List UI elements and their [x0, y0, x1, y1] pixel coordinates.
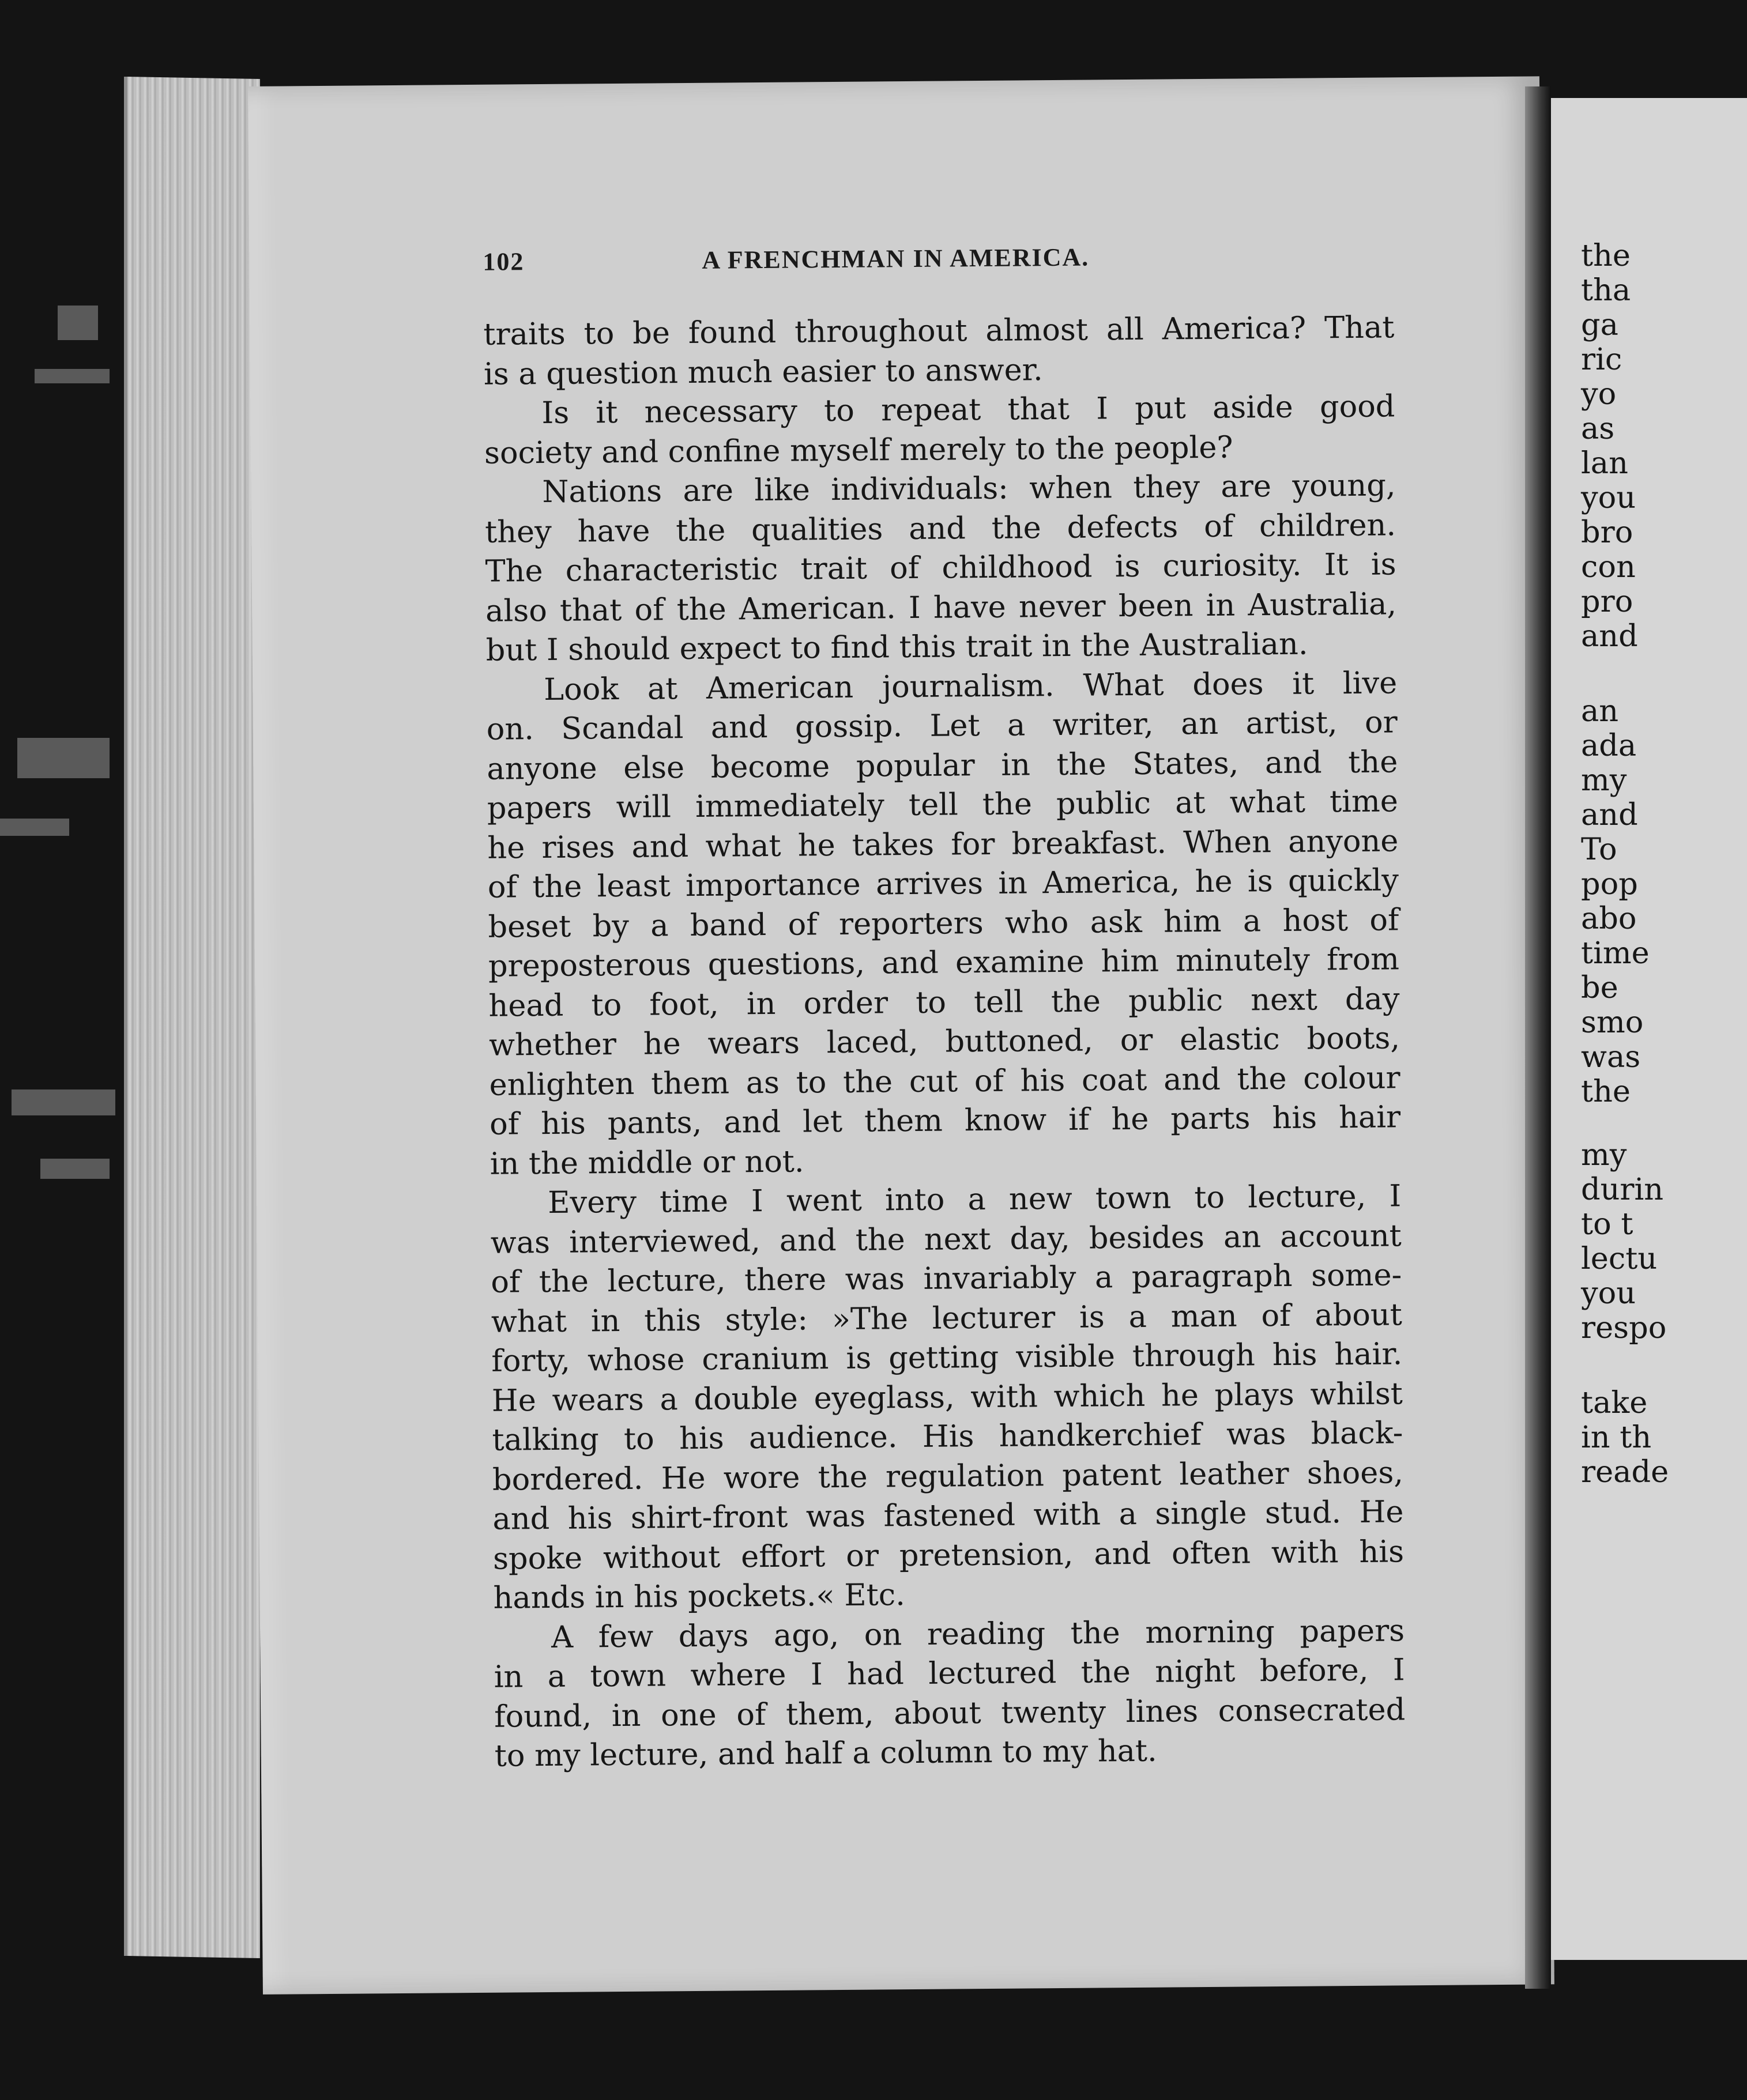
right-page-fragment: the [1581, 1074, 1631, 1109]
right-page-fragment: time [1581, 936, 1650, 971]
running-head [483, 240, 1417, 276]
text-line: of the least importance arrives in America, he is quickly [487, 862, 1399, 905]
right-page-fragment: pro [1581, 584, 1633, 619]
right-page-fragment: ric [1581, 342, 1622, 377]
right-page-fragment: in th [1581, 1420, 1652, 1455]
text-line: talking to his audience. His handkerchief was black- [492, 1415, 1403, 1458]
text-line: preposterous questions, and examine him minutely from [488, 941, 1400, 984]
text-line: and his shirt-front was fastened with a single stud. He [492, 1494, 1404, 1537]
text-line: of his pants, and let them know if he parts his hair [489, 1099, 1401, 1142]
right-page-fragment: an [1581, 693, 1619, 729]
text-line: hands in his pockets.« Etc. [493, 1577, 906, 1616]
text-line: Look at American journalism. What does it live [543, 665, 1398, 707]
right-page-fragment: smo [1581, 1005, 1644, 1040]
right-page-fragment: you [1581, 480, 1636, 515]
text-line: what in this style: »The lecturer is a man of about [491, 1296, 1403, 1340]
right-page-fragment: reade [1581, 1454, 1669, 1490]
text-line: A few days ago, on reading the morning papers [551, 1612, 1405, 1655]
text-line: in a town where I had lectured the night before, I [494, 1652, 1405, 1695]
text-line: to my lecture, and half a column to my hat. [494, 1733, 1157, 1774]
right-page-fragment: to t [1581, 1207, 1633, 1242]
text-line: bordered. He wore the regulation patent leather shoes, [492, 1454, 1404, 1498]
text-line: society and confine myself merely to the people? [484, 429, 1233, 471]
scan-artifact [40, 1159, 110, 1179]
scan-artifact [58, 306, 98, 340]
text-line: spoke without effort or pretension, and often with his [492, 1533, 1405, 1577]
right-page-fragment: ga [1581, 307, 1618, 342]
text-line: whether he wears laced, buttoned, or elastic boots, [488, 1020, 1400, 1063]
text-line: He wears a double eyeglass, with which he plays whilst [491, 1375, 1403, 1419]
text-line: Every time I went into a new town to lecture, I [547, 1178, 1402, 1220]
right-page-fragment: and [1581, 619, 1638, 654]
right-page-fragment: take [1581, 1385, 1648, 1420]
text-line: on. Scandal and gossip. Let a writer, an artist, or [486, 704, 1398, 747]
text-line: they have the qualities and the defects of children. [484, 507, 1396, 550]
text-line: forty, whose cranium is getting visible through his hair. [491, 1336, 1403, 1379]
text-line: also that of the American. I have never been in Australia, [485, 586, 1397, 629]
text-line: is a question much easier to answer. [483, 352, 1043, 392]
text-line: in the middle or not. [490, 1143, 804, 1182]
book-gutter [1525, 86, 1551, 1989]
text-line: was interviewed, and the next day, besides an account [490, 1217, 1402, 1261]
right-page-fragment: was [1581, 1039, 1641, 1074]
right-page-fragment: lan [1581, 446, 1628, 481]
text-line: enlighten them as to the cut of his coat and the colour [489, 1060, 1400, 1103]
right-page-fragment: To [1581, 832, 1617, 867]
text-line: found, in one of them, about twenty lines consecrated [494, 1691, 1406, 1735]
right-page-fragment: bro [1581, 515, 1633, 550]
text-line: head to foot, in order to tell the public next day [488, 981, 1400, 1024]
text-line: beset by a band of reporters who ask him a host of [488, 902, 1399, 945]
text-line: of the lecture, there was invariably a paragraph some- [491, 1257, 1402, 1300]
right-page-fragment: and [1581, 797, 1638, 832]
text-line: papers will immediately tell the public at what time [487, 783, 1399, 826]
right-page-fragment: lectu [1581, 1241, 1658, 1276]
text-line: traits to be found throughout almost all America? That [483, 310, 1395, 352]
scan-artifact [35, 369, 110, 383]
text-line: but I should expect to find this trait in the Australian. [485, 626, 1308, 668]
left-page [248, 76, 1554, 1994]
scan-artifact [0, 819, 69, 836]
text-line: Is it necessary to repeat that I put aside good [541, 389, 1395, 431]
right-page-fragment: pop [1581, 866, 1638, 902]
text-line: Nations are like individuals: when they are young, [542, 467, 1396, 510]
right-page-fragment: abo [1581, 901, 1637, 936]
right-page-fragment: as [1581, 411, 1615, 446]
right-page-fragment: you [1581, 1276, 1636, 1311]
right-page-fragment: my [1581, 1137, 1627, 1172]
right-page-fragment: be [1581, 970, 1618, 1005]
right-page-fragment: ada [1581, 728, 1637, 763]
right-page-fragment: tha [1581, 273, 1631, 308]
scan-artifact [17, 738, 110, 778]
text-line: The characteristic trait of childhood is curiosity. It is [485, 546, 1396, 589]
page-number: 102 [483, 247, 525, 276]
right-page-fragment: respo [1581, 1310, 1667, 1345]
text-line: he rises and what he takes for breakfast. When anyone [487, 823, 1399, 866]
text-line: anyone else become popular in the States, and the [487, 744, 1398, 787]
right-page-fragment: durin [1581, 1172, 1664, 1207]
right-page-partial [1551, 98, 1747, 1960]
right-page-fragment: yo [1581, 376, 1617, 412]
right-page-fragment: my [1581, 763, 1627, 798]
scan-artifact [12, 1089, 115, 1115]
body-text [483, 308, 1406, 1776]
book-title: A FRENCHMAN IN AMERICA. [702, 243, 1090, 274]
page-edges [124, 77, 260, 1958]
right-page-fragment: the [1581, 238, 1631, 273]
right-page-fragment: con [1581, 549, 1636, 585]
